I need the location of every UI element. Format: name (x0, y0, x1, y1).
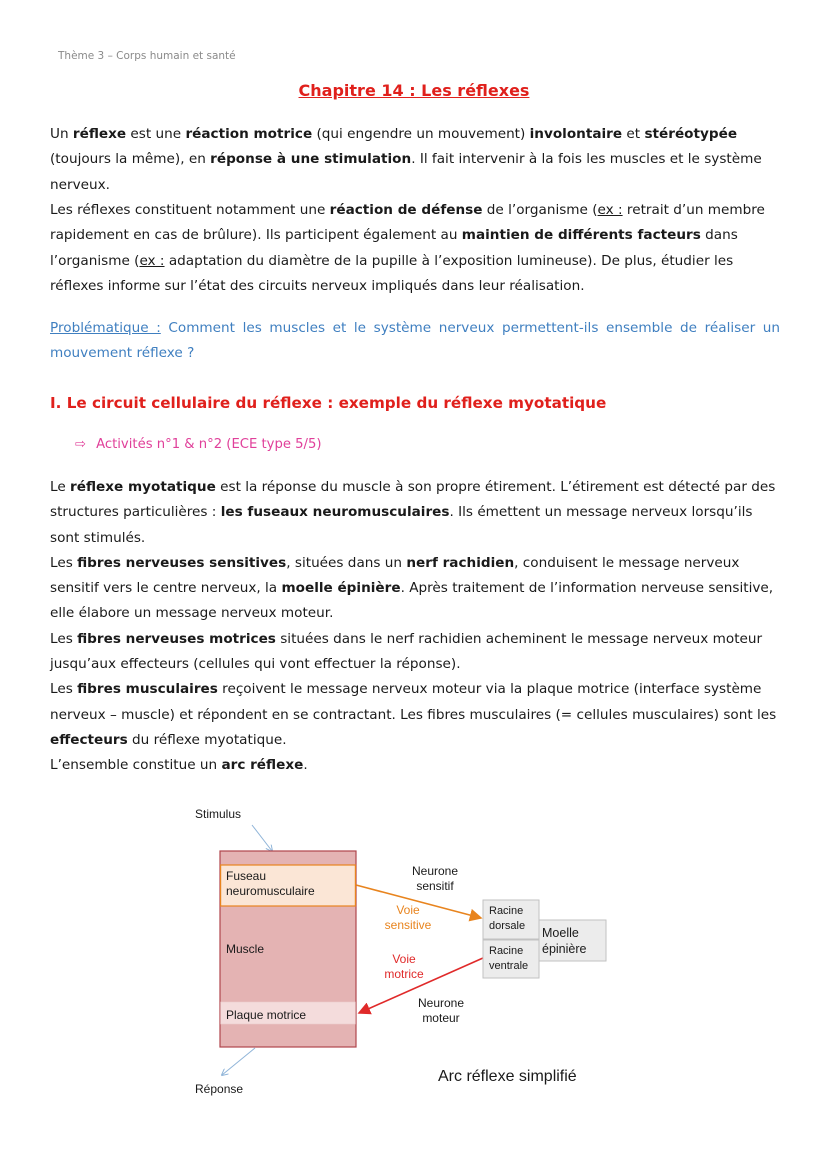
body-paragraph: Les fibres musculaires reçoivent le message nerveux moteur via la plaque motrice (interface système nerveux – muscle) et répondent en se contractant. Les fibres musculaires (= cellules musculaires) sont les effecteurs du réflexe myotatique. (50, 681, 777, 748)
plaque-motrice-label: Plaque motrice (226, 1008, 307, 1022)
intro-paragraph-1: Un réflexe est une réaction motrice (qui engendre un mouvement) involontaire et stéréotypée (toujours la même), en réponse à une stimulation. Il fait intervenir à la fois les muscles et le système nerveux. (50, 126, 762, 193)
neurone-sensitif-label: Neurone sensitif (411, 864, 459, 893)
activity-label: Activités n°1 & n°2 (ECE type 5/5) (96, 437, 322, 452)
voie-sensitive-label: Voie sensitive (384, 903, 432, 932)
racine-ventrale-label: Racine ventrale (489, 945, 529, 972)
body-paragraph: Les fibres nerveuses motrices situées dans le nerf rachidien acheminent le message nerveux moteur jusqu’aux effecteurs (cellules qui vont effectuer la réponse). (50, 630, 763, 673)
stimulus-arrow (252, 825, 272, 851)
body-paragraph: Les fibres nerveuses sensitives, situées dans un nerf rachidien, conduisent le message nerveux sensitif vers le centre nerveux, la moelle épinière. Après traitement de l’information nerveuse sensitive, elle élabore un message nerveux moteur. (50, 554, 774, 622)
diagram-caption: Arc réflexe simplifié (438, 1068, 577, 1085)
arrow-right-icon: ⇨ (75, 437, 87, 452)
reponse-label: Réponse (195, 1082, 244, 1096)
muscle-label: Muscle (226, 942, 265, 956)
fuseau-label: Fuseau neuromusculaire (226, 869, 315, 898)
section-1-heading: I. Le circuit cellulaire du réflexe : exemple du réflexe myotatique (50, 394, 607, 412)
stimulus-label: Stimulus (195, 807, 242, 821)
body-paragraph: Le réflexe myotatique est la réponse du muscle à son propre étirement. L’étirement est détecté par des structures particulières : les fuseaux neuromusculaires. Ils émettent un message nerveux lorsqu’ils sont stimulés. (50, 479, 776, 546)
intro-paragraph-2: Les réflexes constituent notamment une réaction de défense de l’organisme (ex : retrait d’un membre rapidement en cas de brûlure). Ils participent également au maintien de différents facteurs dans l’organisme (ex : adaptation du diamètre de la pupille à l’exposition lumineuse). De plus, étudier les réflexes informe sur l’état des circuits nerveux impliqués dans leur réalisation. (50, 202, 765, 294)
body-paragraph: L’ensemble constitue un arc réflexe. (50, 757, 308, 774)
racine-dorsale-label: Racine dorsale (489, 905, 526, 932)
neurone-moteur-label: Neurone moteur (417, 996, 465, 1025)
page-title: Chapitre 14 : Les réflexes (298, 81, 530, 100)
moelle-epiniere-label: Moelle épinière (542, 926, 587, 956)
problematique-label: Problématique : (50, 320, 161, 336)
response-arrow (222, 1048, 255, 1075)
chapter-theme-header: Thème 3 – Corps humain et santé (58, 50, 236, 62)
problematique-text: Comment les muscles et le système nerveux permettent-ils ensemble de réaliser un mouvement réflexe ? (50, 320, 780, 361)
voie-motrice-label: Voie motrice (384, 952, 424, 981)
